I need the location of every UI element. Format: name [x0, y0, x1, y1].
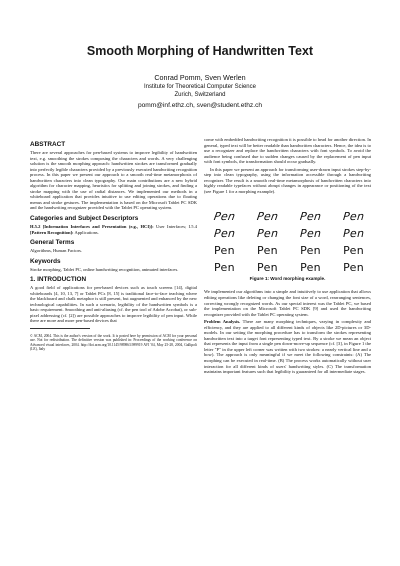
- morph-word: Pen: [257, 260, 278, 274]
- morph-word: Pen: [299, 226, 322, 240]
- morph-word: Pen: [213, 226, 236, 240]
- morph-word: Pen: [342, 209, 365, 223]
- categories-heading: Categories and Subject Descriptors: [30, 215, 139, 223]
- morph-word: Pen: [300, 260, 321, 274]
- morph-grid: [212, 202, 365, 274]
- right-paragraph-1: come with embedded handwriting recognition it is possible to head for another direction. In general, typed text will be better readable than handwritten characters. Hence, the idea is to use a recognizer and replace the handwritten characters with font symbols. To avoid the audience being confused due to sudden changes caused by the replacement of pen input with font symbols, the transformation should occur gradually.: [204, 137, 371, 165]
- morph-word: Pen: [300, 243, 321, 257]
- problem-analysis-paragraph: [204, 319, 371, 374]
- affiliation-line-1: Institute for Theoretical Computer Science: [144, 83, 256, 90]
- abstract-text: There are several approaches for pen-based systems to improve legibility of handwritten text, e.g. smoothing the strokes composing the characters and words. A very challenging solution is the smooth morphing approach: handwritten strokes are transformed gradually into perfectly legible characters provided by a previously executed handwriting recognition process. In this paper we present our approach to a smooth real-time metamorphosis of handwritten characters into clean typography. Our main contributions are a new hybrid algorithm for character mapping, heuristics for splitting and joining strokes, and finding a stroke mapping with the use of radial distances. We implemented our methods in a whiteboard application that provides intuitive to use editing operations due to floating menus and stroke gestures. The implementation is based on the Microsoft Tablet PC SDK and the handwriting recognizer provided with the Tablet PC operating system.: [30, 150, 197, 211]
- morph-word: Pen: [214, 243, 235, 257]
- right-paragraph-3: We implemented our algorithms into a simple and intuitively to use application that allows editing operations like deleting or changing the font size of a word, rearranging sentences, correcting wrongly recognized words. As our special interest was the Tablet PC, we based the implementation on the Microsoft Tablet PC SDK [9] and used the handwriting recognizer provided with the Tablet PC operating system.: [204, 289, 371, 317]
- paper-title: Smooth Morphing of Handwritten Text: [86, 44, 314, 58]
- author-emails: pomm@inf.ethz.ch, sven@student.ethz.ch: [137, 101, 263, 109]
- problem-analysis-label: Problem Analysis.: [204, 319, 241, 325]
- categories-1-bold: H.5.2 [Information Interfaces and Presentation (e.g., HCI)]:: [30, 224, 154, 230]
- categories-2-rest: Applications.: [73, 229, 99, 235]
- keywords-text: Stroke morphing, Tablet PC, online handwriting recognition, animated interfaces.: [30, 266, 179, 272]
- figure-1: [204, 196, 371, 286]
- problem-analysis-text: There are many morphing techniques, varying in complexity and efficiency, and they are applied to all different kinds of objects like 2D-pictures or 3D-models. In our setting the morphing procedure has to transform the strokes representing handwritten text into a target font representing typed text. By a stroke we mean an object that represents the input from a single pen down-move-up sequence (cf. [3], in Figure 1 the letter "P" in the upper left corner was written with two strokes: a nearly vertical line and a bow). The approach is only meaningful if we meet the following constraints: (A) The morphing can be executed in real-time. (B) The process works automatically without user interaction for all different kinds of users' handwriting styles. (C) The transformation maintains important features such that legibility is guaranteed for all intermediate stages.: [204, 319, 371, 375]
- morph-word: Pen: [257, 243, 278, 257]
- right-paragraph-2: In this paper we present an approach for transforming user-drawn input strokes step-by-step into clean typography, using the information accessible through a handwriting recognizer. The result is a smooth real-time metamorphosis of handwritten characters into highly readable typefaces without abrupt changes in appearance or positioning of the text (see Figure 1 for a morphing example).: [204, 166, 371, 194]
- author-names: Conrad Pomm, Sven Werlen: [154, 73, 246, 82]
- morph-word: Pen: [299, 209, 322, 223]
- morph-row-1: [212, 202, 365, 223]
- terms-heading: General Terms: [30, 239, 75, 247]
- morph-word: Pen: [212, 209, 237, 223]
- footnote-rule: [30, 328, 90, 330]
- categories-text: [30, 224, 197, 235]
- keywords-heading: Keywords: [30, 257, 61, 265]
- morph-word: Pen: [256, 209, 280, 223]
- morph-word: Pen: [256, 226, 279, 240]
- left-column: [30, 137, 197, 355]
- right-column: [204, 137, 371, 377]
- copyright-footnote: © ACM, 2004. This is the author's version of the work. It is posted here by permission of ACM for your personal use. Not for redistribution. The definitive version was published in: Proceedings of the working conference on Advanced visual interfaces, 2004. http://doi.acm.org/10.1145/989863.989919 AVI '04, May 25-28, 2004, Gallipoli (LE), Italy: [30, 333, 197, 352]
- figure-caption: Figure 1: Word morphing example.: [249, 276, 326, 282]
- intro-text: A good field of applications for pen-based devices such as touch screens [14], digital whiteboards [4, 10, 13, 7] or Tablet PCs [8, 15] is traditional face-to-face teaching where the blackboard and chalk metaphor is still present, but augmented and enhanced by the new technological capabilities. In such a scenario, legibility of the handwritten symbols is a basic requirement. Smoothing and anti-aliasing (cf. the pen tool of Adobe Acrobat), or sub-pixel addressing (cf. [2]) are possible approaches to improve legibility of pen input. While there are more and more pen-based devices that: [30, 285, 197, 324]
- morph-word: Pen: [214, 260, 235, 274]
- morph-row-4: [214, 253, 364, 274]
- intro-heading: 1. INTRODUCTION: [30, 276, 87, 284]
- categories-1-rest: User Interfaces; I.5.4: [153, 224, 197, 230]
- morph-row-3: [214, 236, 364, 257]
- morph-word: Pen: [343, 243, 364, 257]
- categories-2-bold: [Pattern Recognition]:: [30, 229, 74, 235]
- morph-word: Pen: [342, 226, 365, 240]
- author-block: [0, 74, 400, 110]
- abstract-heading: ABSTRACT: [30, 141, 66, 148]
- morph-word: Pen: [343, 260, 364, 274]
- terms-text: Algorithms, Human Factors.: [30, 248, 83, 254]
- affiliation-line-2: Zurich, Switzerland: [174, 92, 226, 99]
